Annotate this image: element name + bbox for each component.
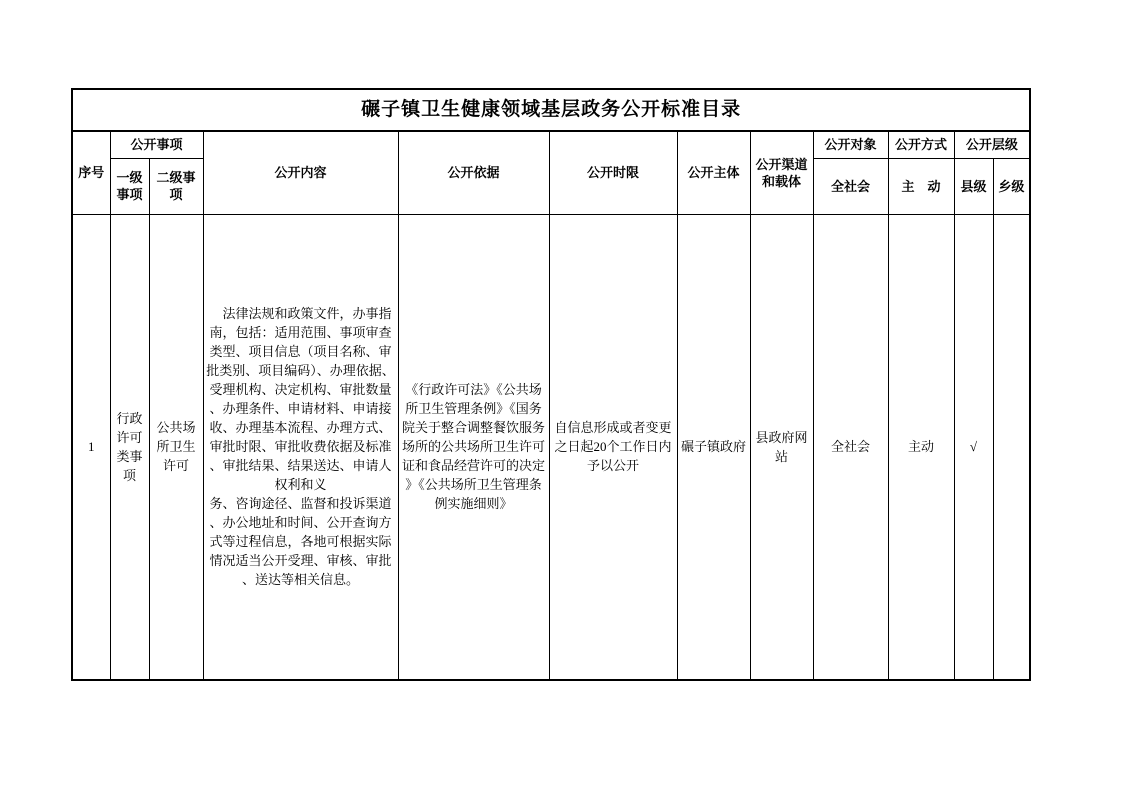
cell-content xyxy=(203,214,398,680)
cell-subject: 碾子镇政府 xyxy=(677,214,750,680)
cell-time-limit: 自信息形成或者变更之日起20个工作日内予以公开 xyxy=(549,214,677,680)
cell-item-level1: 行政许可类事项 xyxy=(110,214,149,680)
header-audience-group: 公开对象 xyxy=(813,131,888,158)
cell-method: 主动 xyxy=(888,214,954,680)
content-paragraph-1: 法律法规和政策文件，办事指南，包括：适用范围、事项审查类型、项目信息（项目名称、审批类别、项目编码）、办理依据、受理机构、决定机构、审批数量、办理条件、申请材料、申请接收、办理基本流程、办理方式、审批时限、审批收费依据及标准、审批结果、结果送达、申请人权利和义 xyxy=(206,306,395,493)
header-channel: 公开渠道和载体 xyxy=(750,131,813,214)
header-seq: 序号 xyxy=(72,131,110,214)
table-row xyxy=(72,214,1030,680)
header-item-level1: 一级事项 xyxy=(110,158,149,214)
header-item-group: 公开事项 xyxy=(110,131,203,158)
header-level-county: 县级 xyxy=(954,158,993,214)
header-audience: 全社会 xyxy=(813,158,888,214)
header-method-group: 公开方式 xyxy=(888,131,954,158)
header-level-town: 乡级 xyxy=(993,158,1030,214)
cell-channel: 县政府网站 xyxy=(750,214,813,680)
cell-item-level2: 公共场所卫生许可 xyxy=(149,214,203,680)
cell-level-county-check: √ xyxy=(954,214,993,680)
cell-audience: 全社会 xyxy=(813,214,888,680)
header-basis: 公开依据 xyxy=(398,131,549,214)
header-method: 主 动 xyxy=(888,158,954,214)
spreadsheet-area xyxy=(71,88,1031,681)
header-item-level2: 二级事项 xyxy=(149,158,203,214)
table-title: 碾子镇卫生健康领域基层政务公开标准目录 xyxy=(72,89,1030,131)
header-content: 公开内容 xyxy=(203,131,398,214)
cell-level-town-check xyxy=(993,214,1030,680)
header-level-group: 公开层级 xyxy=(954,131,1030,158)
header-subject: 公开主体 xyxy=(677,131,750,214)
content-paragraph-2: 务、咨询途径、监督和投诉渠道、办公地址和时间、公开查询方式等过程信息，各地可根据实际情况适当公开受理、审核、审批、送达等相关信息。 xyxy=(209,496,392,588)
header-time-limit: 公开时限 xyxy=(549,131,677,214)
disclosure-table xyxy=(71,88,1031,681)
cell-seq: 1 xyxy=(72,214,110,680)
cell-basis: 《行政许可法》《公共场所卫生管理条例》《国务院关于整合调整餐饮服务场所的公共场所卫生许可证和食品经营许可的决定》《公共场所卫生管理条例实施细则》 xyxy=(398,214,549,680)
